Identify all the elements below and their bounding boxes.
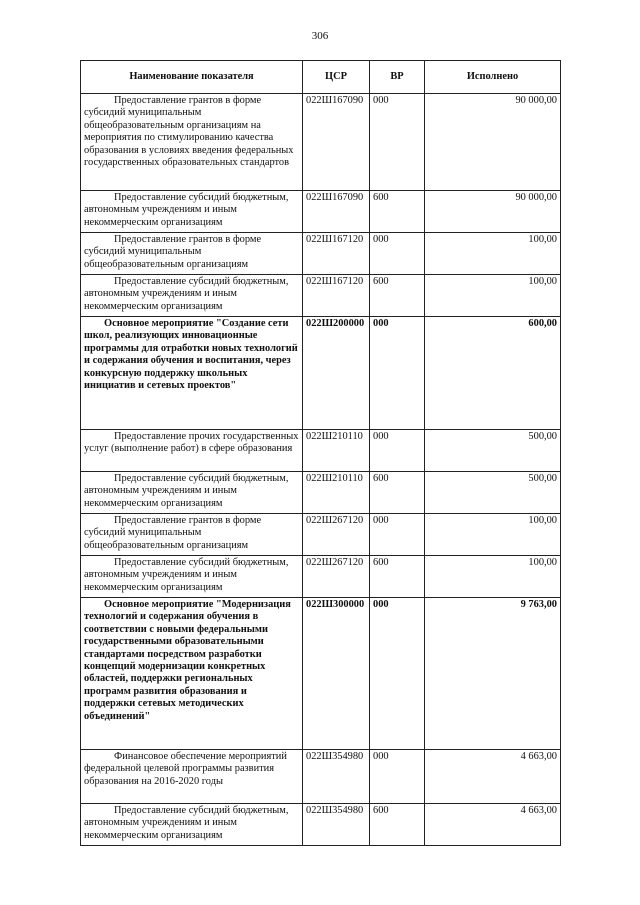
row-vr: 000 bbox=[370, 750, 425, 804]
row-vr: 000 bbox=[370, 598, 425, 750]
row-amount: 500,00 bbox=[425, 472, 561, 514]
row-amount: 500,00 bbox=[425, 430, 561, 472]
row-amount: 4 663,00 bbox=[425, 750, 561, 804]
row-name: Предоставление грантов в форме субсидий муниципальным общеобразовательным организациям на мероприятия по стимулированию качества образования в условиях введения федеральных государственных образовательных стандартов bbox=[81, 94, 303, 191]
row-amount: 4 663,00 bbox=[425, 804, 561, 846]
row-name: Предоставление субсидий бюджетным, автономным учреждениям и иным некоммерческим организациям bbox=[81, 472, 303, 514]
row-csr: 022Ш210110 bbox=[303, 472, 370, 514]
header-name: Наименование показателя bbox=[81, 61, 303, 94]
row-csr: 022Ш300000 bbox=[303, 598, 370, 750]
row-vr: 000 bbox=[370, 430, 425, 472]
row-amount: 90 000,00 bbox=[425, 94, 561, 191]
table-row bbox=[81, 514, 561, 556]
table-row bbox=[81, 556, 561, 598]
row-vr: 600 bbox=[370, 275, 425, 317]
row-csr: 022Ш267120 bbox=[303, 556, 370, 598]
table-row bbox=[81, 94, 561, 191]
table-row bbox=[81, 750, 561, 804]
budget-table bbox=[80, 60, 561, 846]
row-name: Предоставление грантов в форме субсидий муниципальным общеобразовательным организациям bbox=[81, 233, 303, 275]
row-csr: 022Ш267120 bbox=[303, 514, 370, 556]
row-amount: 100,00 bbox=[425, 275, 561, 317]
row-name: Предоставление грантов в форме субсидий муниципальным общеобразовательным организациям bbox=[81, 514, 303, 556]
row-name: Финансовое обеспечение мероприятий федеральной целевой программы развития образования на 2016-2020 годы bbox=[81, 750, 303, 804]
row-csr: 022Ш167120 bbox=[303, 275, 370, 317]
row-name: Основное мероприятие "Создание сети школ, реализующих инновационные программы для отработки новых технологий и содержания обучения и воспитания, через конкурсную поддержку школьных инициатив и сетевых проектов" bbox=[81, 317, 303, 430]
row-amount: 90 000,00 bbox=[425, 191, 561, 233]
row-amount: 100,00 bbox=[425, 233, 561, 275]
row-csr: 022Ш200000 bbox=[303, 317, 370, 430]
table-row bbox=[81, 472, 561, 514]
table-row bbox=[81, 275, 561, 317]
row-csr: 022Ш167120 bbox=[303, 233, 370, 275]
header-csr: ЦСР bbox=[303, 61, 370, 94]
row-vr: 000 bbox=[370, 94, 425, 191]
table-row bbox=[81, 804, 561, 846]
row-csr: 022Ш354980 bbox=[303, 750, 370, 804]
page-number: 306 bbox=[311, 30, 329, 42]
row-name: Предоставление субсидий бюджетным, автономным учреждениям и иным некоммерческим организациям bbox=[81, 804, 303, 846]
row-vr: 600 bbox=[370, 556, 425, 598]
row-vr: 000 bbox=[370, 317, 425, 430]
table-row bbox=[81, 317, 561, 430]
row-name: Предоставление субсидий бюджетным, автономным учреждениям и иным некоммерческим организациям bbox=[81, 191, 303, 233]
row-amount: 100,00 bbox=[425, 556, 561, 598]
row-vr: 600 bbox=[370, 804, 425, 846]
row-csr: 022Ш354980 bbox=[303, 804, 370, 846]
row-csr: 022Ш210110 bbox=[303, 430, 370, 472]
row-vr: 000 bbox=[370, 233, 425, 275]
row-vr: 600 bbox=[370, 472, 425, 514]
table-row bbox=[81, 598, 561, 750]
row-vr: 600 bbox=[370, 191, 425, 233]
row-vr: 000 bbox=[370, 514, 425, 556]
row-name: Предоставление субсидий бюджетным, автономным учреждениям и иным некоммерческим организациям bbox=[81, 556, 303, 598]
row-name: Предоставление прочих государственных услуг (выполнение работ) в сфере образования bbox=[81, 430, 303, 472]
header-vr: ВР bbox=[370, 61, 425, 94]
row-csr: 022Ш167090 bbox=[303, 94, 370, 191]
row-amount: 100,00 bbox=[425, 514, 561, 556]
row-amount: 9 763,00 bbox=[425, 598, 561, 750]
header-amount: Исполнено bbox=[425, 61, 561, 94]
row-name: Основное мероприятие "Модернизация технологий и содержания обучения в соответствии с новыми федеральными государственными образовательными стандартами посредством разработки концепций модернизации конкретных областей, поддержки региональных программ развития образования и поддержки сетевых методических объединений" bbox=[81, 598, 303, 750]
table-row bbox=[81, 191, 561, 233]
table-row bbox=[81, 233, 561, 275]
row-csr: 022Ш167090 bbox=[303, 191, 370, 233]
table-header-row bbox=[81, 61, 561, 94]
row-name: Предоставление субсидий бюджетным, автономным учреждениям и иным некоммерческим организациям bbox=[81, 275, 303, 317]
row-amount: 600,00 bbox=[425, 317, 561, 430]
table-row bbox=[81, 430, 561, 472]
